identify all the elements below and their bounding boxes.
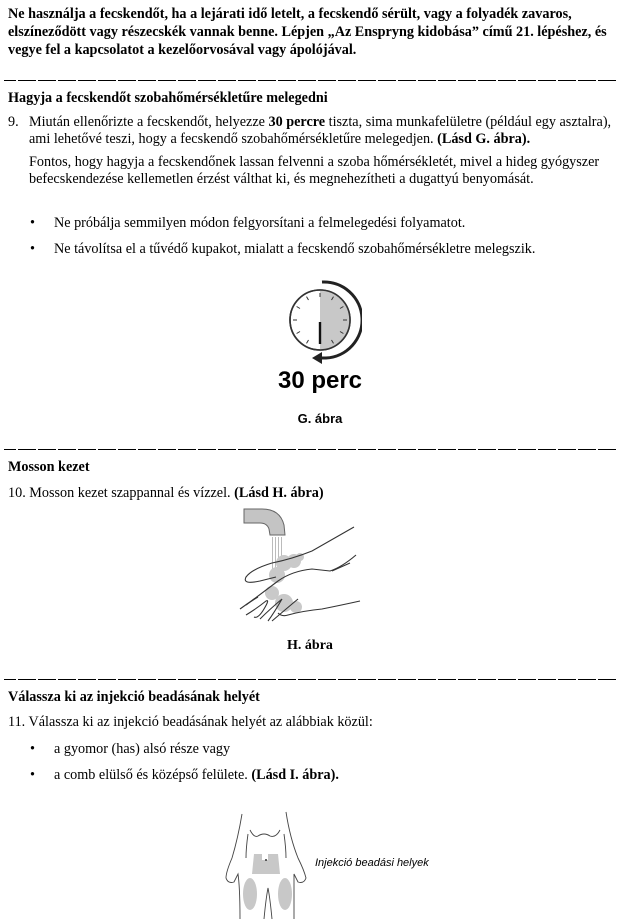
section-divider [4, 679, 616, 680]
step-number: 9. [8, 114, 19, 130]
injection-sites-label: Injekció beadási helyek [315, 857, 429, 869]
step-text: Válassza ki az injekció beadásának helyét az alábbiak közül: [28, 714, 373, 730]
figure-reference: (Lásd I. ábra). [251, 767, 339, 783]
section-heading-wash: Mosson kezet [8, 459, 90, 475]
bullet-text: a comb elülső és középső felülete. [54, 767, 252, 783]
step-text: Miután ellenőrizte a fecskendőt, helyezze [29, 114, 269, 130]
step-10-text [8, 485, 324, 502]
bullet-item: Ne próbálja semmilyen módon felgyorsítani a felmelegedési folyamatot. [54, 215, 466, 231]
bullet-marker: • [30, 215, 35, 231]
step-11-text [8, 714, 373, 731]
bullet-marker: • [30, 241, 35, 257]
section-heading-site: Válassza ki az injekció beadásának helyét [8, 689, 260, 705]
body-injection-sites-icon [224, 808, 314, 919]
step-number: 10. [8, 485, 26, 501]
time-label: 30 perc [277, 367, 363, 394]
bullet-text: a gyomor (has) alsó része vagy [54, 741, 231, 757]
section-heading-warm: Hagyja a fecskendőt szobahőmérsékletűre melegedni [8, 90, 328, 106]
step-text: Mosson kezet szappannal és vízzel. [29, 485, 235, 501]
step-text: tiszta, sima munkafelületre (például egy asztalra), ami lehetővé teszi, hogy a fecskendő szobahőmérsékletűre melegedjen. [29, 114, 612, 147]
figure-caption-h: H. ábra [287, 638, 333, 653]
clock-icon [282, 276, 362, 366]
section-divider [4, 449, 616, 450]
step-9-note: Fontos, hogy hagyja a fecskendőnek lassan felvenni a szoba hőmérsékletét, mivel a hideg gyógyszer befecskendezése kellemetlen érzést válthat ki, és megnehezítheti a dugattyú benyomását. [29, 154, 600, 187]
section-divider [4, 80, 616, 81]
step-9-text [29, 114, 614, 148]
bullet-marker: • [30, 741, 35, 757]
figure-caption-g: G. ábra [297, 411, 343, 426]
bullet-item: Ne távolítsa el a tűvédő kupakot, mialatt a fecskendő szobahőmérsékletre melegszik. [54, 241, 536, 257]
step-bold: 30 percre [268, 114, 326, 130]
bullet-marker: • [30, 767, 35, 783]
figure-reference: (Lásd G. ábra). [437, 131, 531, 147]
hand-washing-icon [232, 505, 362, 630]
bullet-item [54, 767, 619, 784]
warning-text: Ne használja a fecskendőt, ha a lejárati idő letelt, a fecskendő sérült, vagy a folyadék zavaros, elszíneződött vagy részecskék vannak benne. Lépjen „Az Enspryng kidobása” című 21. lépéshez, és vegye fel a kapcsolatot a kezelőorvosával vagy ápolójával. [8, 6, 607, 58]
bullet-item [54, 741, 619, 758]
figure-reference: (Lásd H. ábra) [234, 485, 324, 501]
step-number: 11. [8, 714, 26, 730]
